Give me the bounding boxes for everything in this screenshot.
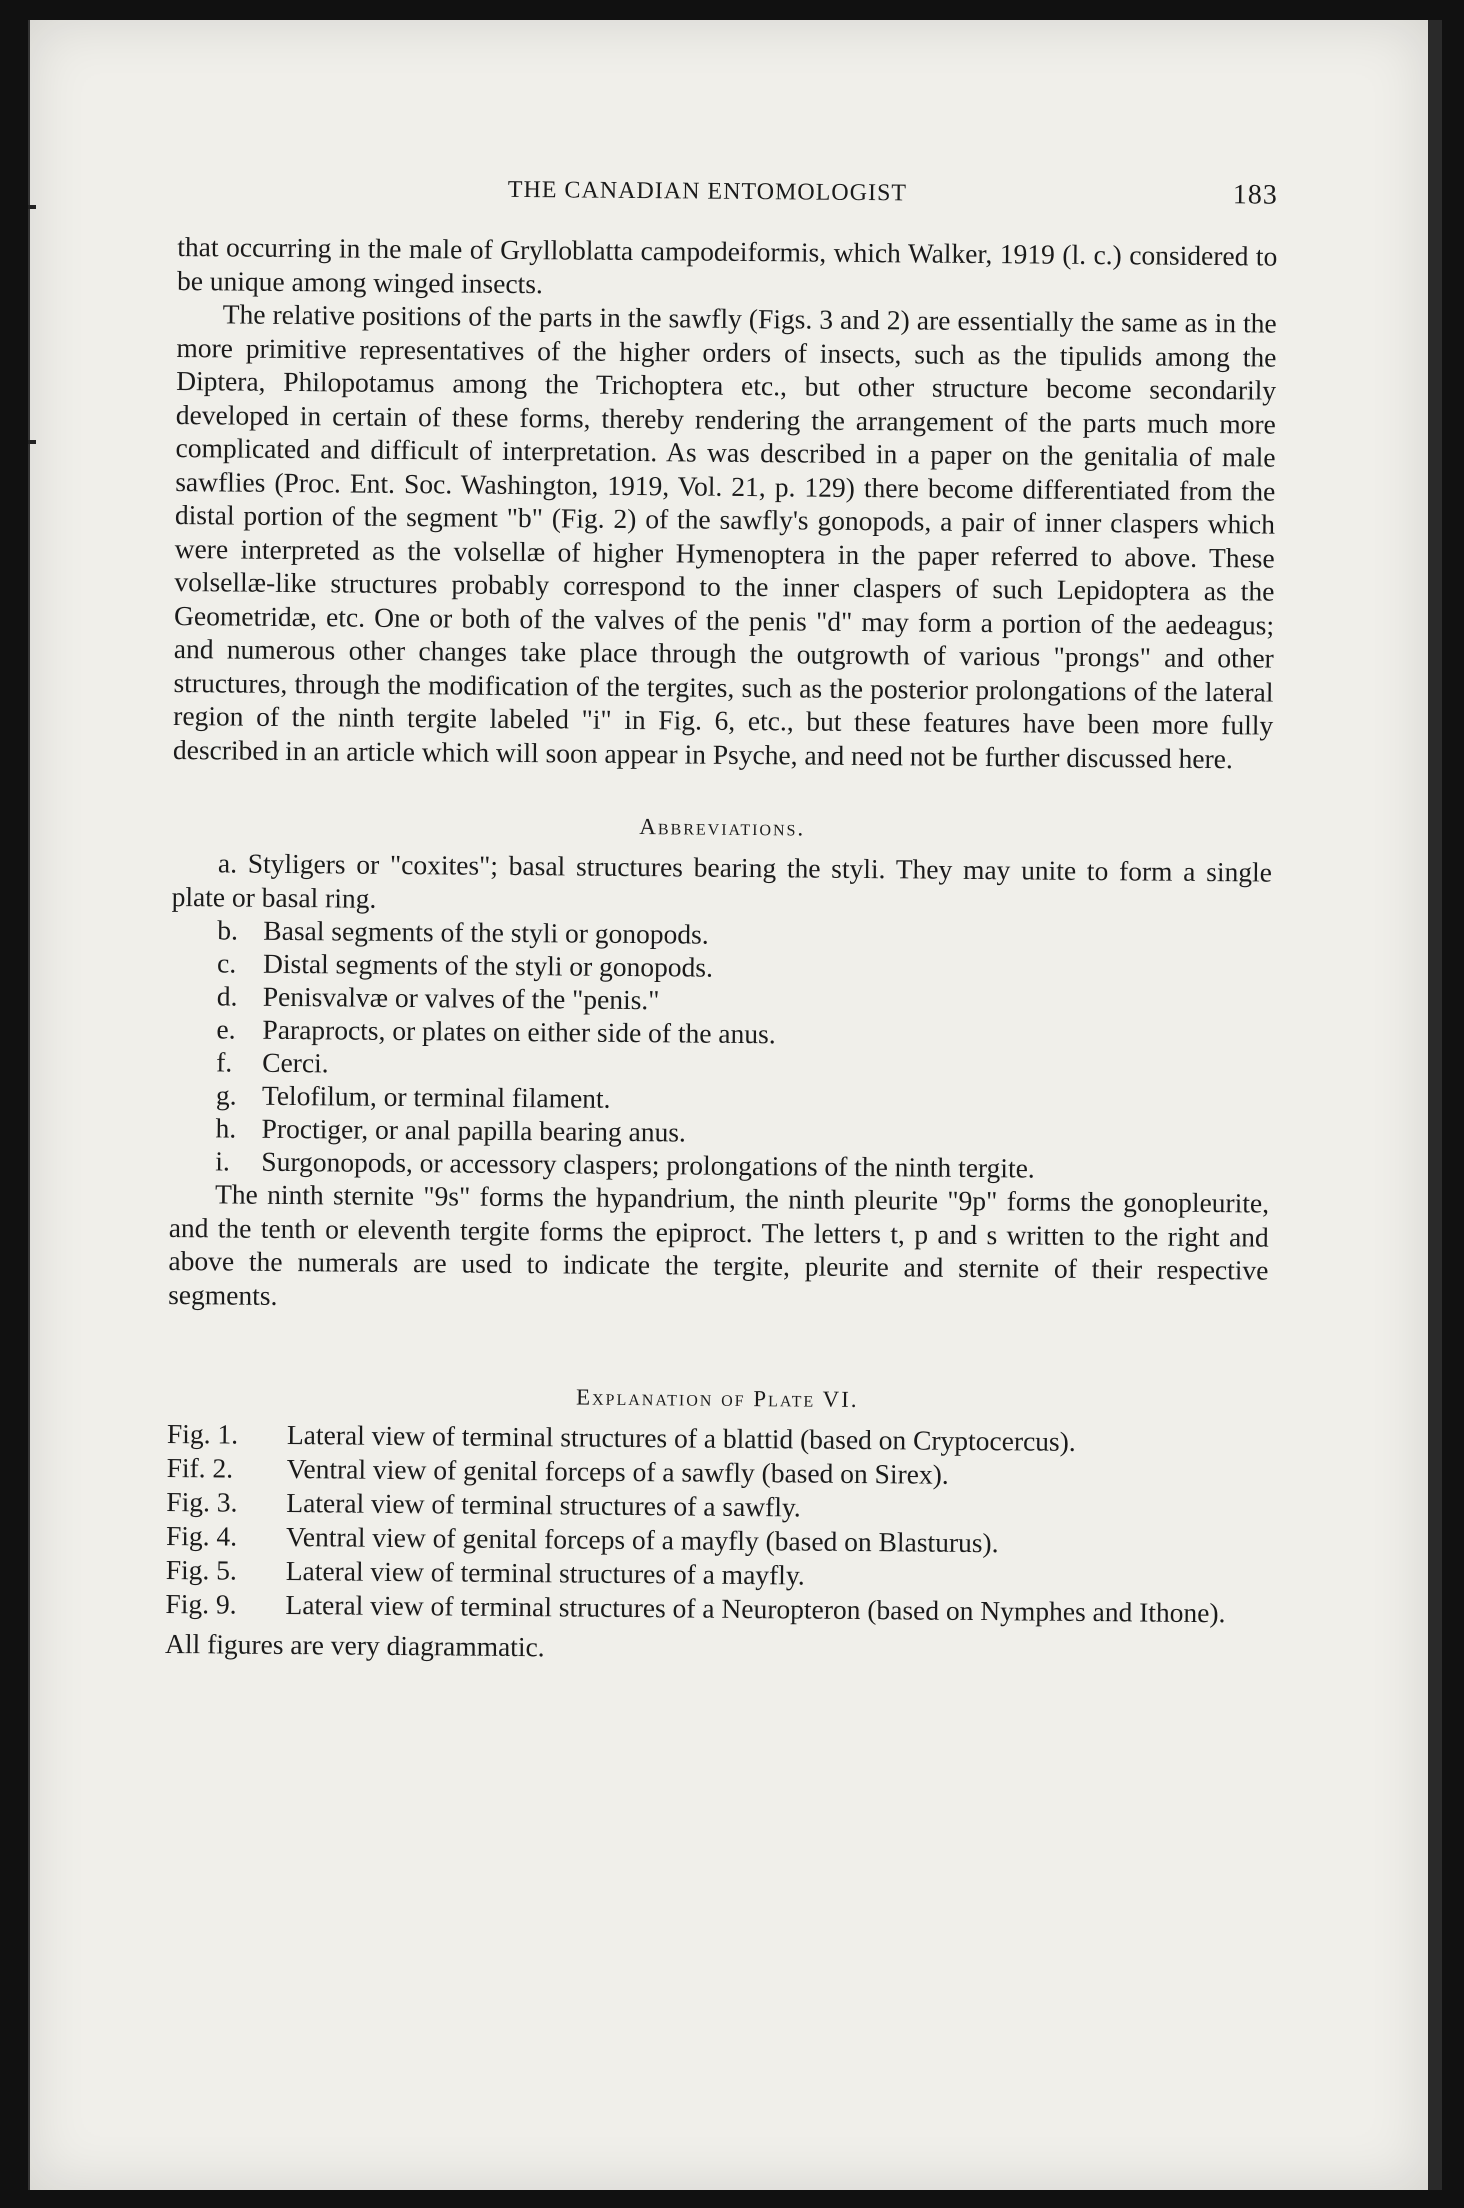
plate-heading: Explanation of Plate VI. (575, 1384, 859, 1412)
abbreviation-key: e. (216, 1013, 236, 1045)
abbreviation-text: Distal segments of the styli or gonopods. (262, 947, 714, 983)
figure-label: Fig. 5. (165, 1553, 237, 1586)
binding-edge (28, 20, 30, 2190)
figure-text: Lateral view of terminal structures of a Neuropteron (based on Nymphes and Ithone). (285, 1588, 1226, 1629)
abbreviation-key: b. (217, 914, 239, 946)
abbreviation-key: h. (215, 1112, 237, 1144)
abbreviation-text: Surgonopods, or accessory claspers; prolongations of the ninth tergite. (261, 1145, 1035, 1184)
abbreviation-key: g. (215, 1079, 237, 1111)
paragraph-body: The relative positions of the parts in the sawfly (Figs. 3 and 2) are essentially the same as in the more primitive representatives of the higher orders of insects, such as the tipulids among the Diptera, Philopotamus among the Trichoptera etc., but other structure become secondarily developed in certain of these forms, thereby rendering the arrangement of the parts much more complicated and difficult of interpretation. As was described in a paper on the genitalia of male sawflies (Proc. Ent. Soc. Washington, 1919, Vol. 21, p. 129) there become differentiated from the distal portion of the segment "b" (Fig. 2) of the sawfly's gonopods, a pair of inner claspers which were interpreted as the volsellæ of higher Hymenoptera in the paper referred to above. These volsellæ-like structures probably correspond to the inner claspers of such Lepidoptera as the Geometridæ, etc. One or both of the valves of the penis "d" may form a portion of the aedeagus; and numerous other changes take place through the outgrowth of various "prongs" and other structures, through the modification of the tergites, such as the posterior prolongations of the lateral region of the ninth tergite labeled "i" in Fig. 6, etc., but these features have been more fully described in an article which will soon appear in Psyche, and need not be further discussed here. (172, 298, 1277, 774)
figure-text: Ventral view of genital forceps of a mayfly (based on Blasturus). (285, 1520, 999, 1559)
abbreviation-item (172, 846, 1273, 923)
figure-label: Fig. 4. (165, 1519, 238, 1552)
abbreviation-key: i. (215, 1145, 231, 1177)
abbreviations-list (169, 846, 1272, 1187)
abbreviation-key: a. (217, 847, 238, 879)
abbreviation-key: d. (216, 980, 238, 1012)
figure-list (165, 1417, 1267, 1631)
running-header (177, 170, 1277, 240)
figure-label: Fig. 1. (166, 1417, 239, 1450)
figure-text: Lateral view of terminal structures of a mayfly. (285, 1554, 805, 1591)
margin-mark (28, 440, 36, 444)
abbreviations-heading: Abbreviations. (639, 814, 806, 841)
closing-note: All figures are very diagrammatic. (165, 1627, 545, 1663)
figure-text: Lateral view of terminal structures of a sawfly. (286, 1486, 801, 1523)
abbreviation-key: f. (216, 1046, 233, 1078)
abbreviations-note: The ninth sternite "9s" forms the hypandrium, the ninth pleurite "9p" forms the gonopleurite, and the tenth or eleventh tergite forms the epiproct. The letters t, p and s written to the right and above the numerals are used to indicate the tergite, pleurite and sternite of their respective segments. (168, 1178, 1270, 1311)
abbreviation-text: Basal segments of the styli or gonopods. (263, 914, 709, 950)
abbreviation-text: Penisvalvæ or valves of the "penis." (262, 980, 660, 1016)
figure-label: Fif. 2. (166, 1451, 234, 1484)
figure-text: Ventral view of genital forceps of a sawfly (based on Sirex). (286, 1452, 949, 1490)
abbreviation-text: Proctiger, or anal papilla bearing anus. (261, 1112, 687, 1148)
abbreviation-text: Cerci. (262, 1046, 329, 1079)
abbreviation-text: Telofilum, or terminal filament. (261, 1079, 611, 1114)
abbreviation-text: Paraprocts, or plates on either side of the anus. (262, 1013, 776, 1050)
figure-label: Fig. 3. (166, 1485, 238, 1518)
figure-label: Fig. 9. (165, 1587, 237, 1620)
abbreviation-text: Styligers or "coxites"; basal structures bearing the styli. They may unite to form a single plate or basal ring. (171, 847, 1273, 914)
page-number: 183 (1232, 179, 1278, 211)
margin-mark (28, 205, 36, 209)
abbreviation-key: c. (216, 947, 237, 979)
figure-text: Lateral view of terminal structures of a blattid (based on Cryptocercus). (286, 1418, 1076, 1457)
paragraph-continued: that occurring in the male of Grylloblatta campodeiformis, which Walker, 1919 (l. c.) considered to be unique among winged insects. (176, 230, 1278, 299)
running-title: THE CANADIAN ENTOMOLOGIST (507, 176, 908, 207)
page-content (165, 170, 1278, 1671)
book-page (28, 20, 1442, 2190)
